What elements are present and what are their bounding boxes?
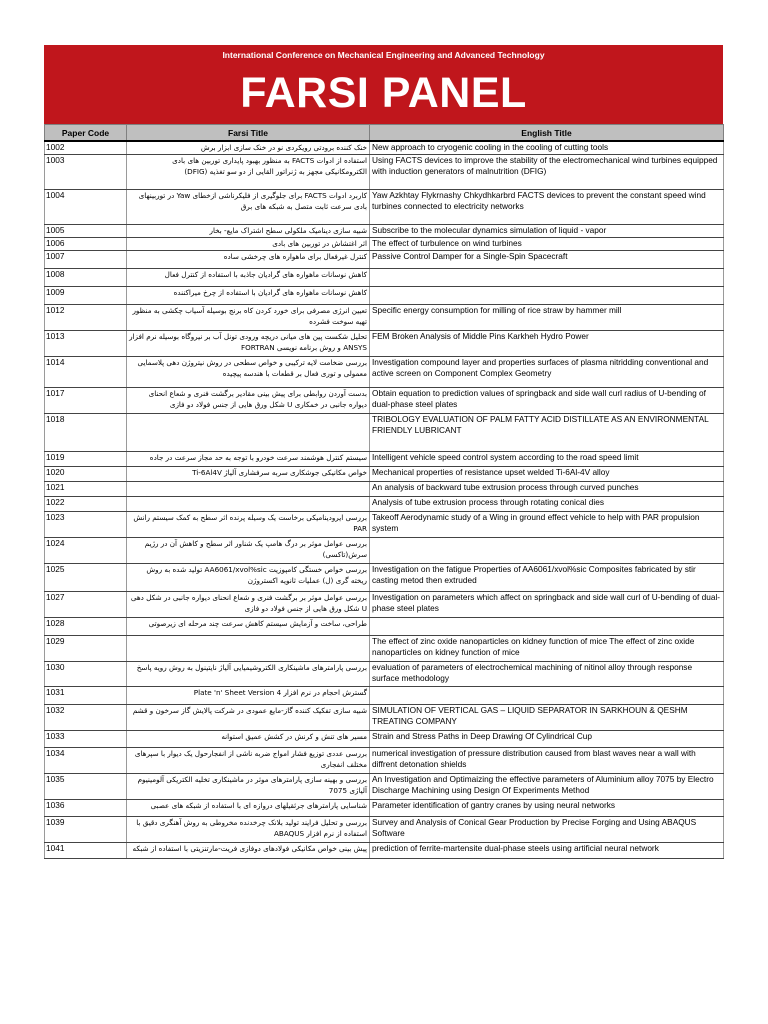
paper-code-cell: 1007 xyxy=(45,250,127,268)
english-title-cell: Investigation on the fatigue Properties of AA6061/xvol%sic Composites fabricated by stir casting metod then extruded xyxy=(370,563,724,591)
table-row xyxy=(45,304,724,330)
english-title-cell: FEM Broken Analysis of Middle Pins Karkheh Hydro Power xyxy=(370,330,724,356)
paper-code-cell: 1020 xyxy=(45,466,127,481)
title-banner xyxy=(44,45,723,124)
english-title-cell: Subscribe to the molecular dynamics simulation of liquid - vapor xyxy=(370,224,724,237)
farsi-title-cell: کاهش نوسانات ماهواره های گرادیان با استفاده از چرخ میراکننده xyxy=(127,286,370,304)
table-row xyxy=(45,730,724,747)
paper-code-cell: 1017 xyxy=(45,387,127,413)
paper-code-cell: 1031 xyxy=(45,686,127,704)
column-header-farsi-title: Farsi Title xyxy=(127,125,370,142)
paper-code-cell: 1030 xyxy=(45,661,127,686)
farsi-title-cell: بررسی ضخامت لایه ترکیبی و خواص سطحی در روش نیتروژن دهی پلاسمایی معمولی و توری فعال بر قطعات با هندسه پیچیده xyxy=(127,356,370,387)
paper-code-cell: 1033 xyxy=(45,730,127,747)
table-header-row xyxy=(45,125,724,142)
paper-code-cell: 1005 xyxy=(45,224,127,237)
table-row xyxy=(45,747,724,773)
table-row xyxy=(45,635,724,661)
farsi-title-cell: مسیر های تنش و کرنش در کشش عمیق استوانه xyxy=(127,730,370,747)
paper-code-cell: 1034 xyxy=(45,747,127,773)
farsi-title-cell: سیستم کنترل هوشمند سرعت خودرو با توجه به حد مجاز سرعت در جاده xyxy=(127,451,370,466)
english-title-cell: Using FACTS devices to improve the stability of the electromechanical wind turbines equipped with induction generators of malnutrition (DFIG) xyxy=(370,154,724,189)
english-title-cell: numerical investigation of pressure distribution caused from blast waves near a wall with diffrent detonation shields xyxy=(370,747,724,773)
english-title-cell: Yaw Azkhtay Flykrnashy Chkydhkarbrd FACTS devices to prevent the constant speed wind turbines connected to electricity networks xyxy=(370,189,724,224)
farsi-title-cell: بررسی پارامترهای ماشینکاری الکتروشیمیایی آلیاژ نایتینول به روش رویه پاسخ xyxy=(127,661,370,686)
farsi-title-cell: طراحی، ساخت و آزمایش سیستم کاهش سرعت چند مرحله ای زیرصوتی xyxy=(127,617,370,635)
paper-code-cell: 1008 xyxy=(45,268,127,286)
english-title-cell: New approach to cryogenic cooling in the cooling of cutting tools xyxy=(370,141,724,154)
table-row xyxy=(45,286,724,304)
paper-code-cell: 1003 xyxy=(45,154,127,189)
paper-code-cell: 1012 xyxy=(45,304,127,330)
farsi-title-cell xyxy=(127,496,370,511)
table-row xyxy=(45,799,724,816)
english-title-cell: Intelligent vehicle speed control system according to the road speed limit xyxy=(370,451,724,466)
paper-code-cell: 1021 xyxy=(45,481,127,496)
farsi-title-cell: کاربرد ادوات FACTS برای جلوگیری از فلیکرناشی ازخطای Yaw در توربینهای بادی سرعت ثابت متصل به شبکه های برق xyxy=(127,189,370,224)
papers-table xyxy=(44,124,724,859)
english-title-cell xyxy=(370,537,724,563)
farsi-title-cell: شبیه سازی تفکیک کننده گاز-مایع عمودی در شرکت پالایش گاز سرخون و قشم xyxy=(127,704,370,730)
table-row xyxy=(45,451,724,466)
table-row xyxy=(45,563,724,591)
table-row xyxy=(45,704,724,730)
farsi-title-cell: خنک کننده برودتی رویکردی نو در خنک سازی ابزار برش xyxy=(127,141,370,154)
table-row xyxy=(45,268,724,286)
farsi-title-cell: استفاده از ادوات FACTS به منظور بهبود پایداری توربین های بادی الکترومکانیکی مجهز به ژنراتور القایی از دو سو تغذیه (DFIG) xyxy=(127,154,370,189)
table-body xyxy=(45,141,724,858)
farsi-title-cell: بررسی خواص خستگی کامپوزیت AA6061/xvol%sic تولید شده به روش ریخته گری (ل) عملیات ثانویه اکستروژن xyxy=(127,563,370,591)
farsi-title-cell xyxy=(127,481,370,496)
farsi-title-cell: بررسی عددی توزیع فشار امواج ضربه ناشی از انفجارحول یک دیوار با سپرهای مختلف انفجاری xyxy=(127,747,370,773)
farsi-title-cell: کنترل غیرفعال برای ماهواره های چرخشی ساده xyxy=(127,250,370,268)
farsi-title-cell: بررسی عوامل موثر بر برگشت فنری و شعاع انحنای دیواره جانبی در شکل دهی U شکل ورق هایی از جنس فولاد دو فازی xyxy=(127,591,370,617)
table-row xyxy=(45,591,724,617)
farsi-title-cell: بررسی عوامل موثر بر درگ هامپ یک شناور اثر سطح و کاهش آن در رژیم سرش(تاکسی) xyxy=(127,537,370,563)
paper-code-cell: 1025 xyxy=(45,563,127,591)
english-title-cell: Specific energy consumption for milling of rice straw by hammer mill xyxy=(370,304,724,330)
paper-code-cell: 1013 xyxy=(45,330,127,356)
table-row xyxy=(45,154,724,189)
table-row xyxy=(45,496,724,511)
farsi-title-cell: پیش بینی خواص مکانیکی فولادهای دوفازی فریت-مارتنزیتی با استفاده از شبکه xyxy=(127,842,370,858)
english-title-cell xyxy=(370,617,724,635)
english-title-cell: An Investigation and Optimaizing the effective parameters of Aluminium alloy 7075 by Electro Discharge Machining using Design Of Experiments Method xyxy=(370,773,724,799)
table-row xyxy=(45,537,724,563)
english-title-cell xyxy=(370,286,724,304)
table-row xyxy=(45,511,724,537)
table-row xyxy=(45,816,724,842)
english-title-cell: SIMULATION OF VERTICAL GAS – LIQUID SEPARATOR IN SARKHOUN & QESHM TREATING COMPANY xyxy=(370,704,724,730)
farsi-title-cell xyxy=(127,413,370,451)
paper-code-cell: 1028 xyxy=(45,617,127,635)
column-header-english-title: English Title xyxy=(370,125,724,142)
table-row xyxy=(45,413,724,451)
english-title-cell: Mechanical properties of resistance upset welded Ti-6Al-4V alloy xyxy=(370,466,724,481)
farsi-title-cell: بررسی ایرودینامیکی برخاست یک وسیله پرنده اثر سطح به کمک سیستم رانش PAR xyxy=(127,511,370,537)
english-title-cell: An analysis of backward tube extrusion process through curved punches xyxy=(370,481,724,496)
english-title-cell: prediction of ferrite-martensite dual-phase steels using artificial neural network xyxy=(370,842,724,858)
table-row xyxy=(45,661,724,686)
paper-code-cell: 1029 xyxy=(45,635,127,661)
paper-code-cell: 1022 xyxy=(45,496,127,511)
table-row xyxy=(45,617,724,635)
english-title-cell: Survey and Analysis of Conical Gear Production by Precise Forging and Using ABAQUS Software xyxy=(370,816,724,842)
paper-code-cell: 1036 xyxy=(45,799,127,816)
english-title-cell: TRIBOLOGY EVALUATION OF PALM FATTY ACID DISTILLATE AS AN ENVIRONMENTAL FRIENDLY LUBRICANT xyxy=(370,413,724,451)
conference-name: International Conference on Mechanical Engineering and Advanced Technology xyxy=(222,50,545,60)
paper-code-cell: 1027 xyxy=(45,591,127,617)
english-title-cell: Obtain equation to prediction values of springback and side wall curl radius of U-bending of dual-phase steel plates xyxy=(370,387,724,413)
paper-code-cell: 1009 xyxy=(45,286,127,304)
paper-code-cell: 1032 xyxy=(45,704,127,730)
farsi-title-cell: کاهش نوسانات ماهواره های گرادیان جاذبه با استفاده از کنترل فعال xyxy=(127,268,370,286)
english-title-cell: Analysis of tube extrusion process through rotating conical dies xyxy=(370,496,724,511)
conference-sheet xyxy=(44,45,723,859)
table-row xyxy=(45,387,724,413)
english-title-cell: Takeoff Aerodynamic study of a Wing in ground effect vehicle to help with PAR propulsion system xyxy=(370,511,724,537)
table-row xyxy=(45,189,724,224)
paper-code-cell: 1019 xyxy=(45,451,127,466)
table-row xyxy=(45,686,724,704)
english-title-cell: Passive Control Damper for a Single-Spin Spacecraft xyxy=(370,250,724,268)
farsi-title-cell: تعیین انرژی مصرفی برای خورد کردن کاه برنج بوسیله آسیاب چکشی به منظور تهیه سوخت فشرده xyxy=(127,304,370,330)
farsi-title-cell: خواص مکانیکی جوشکاری سربه سرفشاری آلیاژ Ti-6Al4V xyxy=(127,466,370,481)
english-title-cell: evaluation of parameters of electrochemical machining of nitinol alloy through response surface methodology xyxy=(370,661,724,686)
paper-code-cell: 1041 xyxy=(45,842,127,858)
farsi-title-cell: شناسایی پارامترهای جرثقیلهای دروازه ای با استفاده از شبکه های عصبی xyxy=(127,799,370,816)
paper-code-cell: 1039 xyxy=(45,816,127,842)
english-title-cell: The effect of zinc oxide nanoparticles on kidney function of mice The effect of zinc oxide nanoparticles on kidney function of mice xyxy=(370,635,724,661)
farsi-title-cell: بدست آوردن روابطی برای پیش بینی مقادیر برگشت فنری و شعاع انحنای دیواره جانبی در خمکاری U شکل ورق هایی از جنس فولاد دو فازی xyxy=(127,387,370,413)
english-title-cell: Strain and Stress Paths in Deep Drawing Of Cylindrical Cup xyxy=(370,730,724,747)
english-title-cell: The effect of turbulence on wind turbines xyxy=(370,237,724,250)
farsi-title-cell: اثر اغتشاش در توربین های بادی xyxy=(127,237,370,250)
farsi-title-cell: بررسی و تحلیل فرایند تولید بلانک چرخدنده مخروطی به روش آهنگری دقیق با استفاده از نرم افزار ABAQUS xyxy=(127,816,370,842)
farsi-title-cell: شبیه سازی دینامیک ملکولی سطح اشتراک مایع- بخار xyxy=(127,224,370,237)
table-row xyxy=(45,842,724,858)
table-row xyxy=(45,237,724,250)
paper-code-cell: 1018 xyxy=(45,413,127,451)
table-row xyxy=(45,330,724,356)
english-title-cell: Investigation on parameters which affect on springback and side wall curl of U-bending of dual-phase steel plates xyxy=(370,591,724,617)
english-title-cell xyxy=(370,686,724,704)
paper-code-cell: 1006 xyxy=(45,237,127,250)
english-title-cell xyxy=(370,268,724,286)
farsi-title-cell: تحلیل شکست پین های میانی دریچه ورودی تونل آب بر نیروگاه بوسیله نرم افزار ANSYS و روش برنامه نویسی FORTRAN xyxy=(127,330,370,356)
panel-title: FARSI PANEL xyxy=(240,69,527,117)
table-row xyxy=(45,250,724,268)
paper-code-cell: 1024 xyxy=(45,537,127,563)
table-row xyxy=(45,356,724,387)
paper-code-cell: 1002 xyxy=(45,141,127,154)
farsi-title-cell: بررسی و بهینه سازی پارامترهای موثر در ماشینکاری تخلیه الکتریکی آلومینیوم آلیاژی 7075 xyxy=(127,773,370,799)
english-title-cell: Parameter identification of gantry cranes by using neural networks xyxy=(370,799,724,816)
paper-code-cell: 1023 xyxy=(45,511,127,537)
farsi-title-cell: گسترش احجام در نرم افزار Plate 'n' Sheet Version 4 xyxy=(127,686,370,704)
table-row xyxy=(45,773,724,799)
paper-code-cell: 1004 xyxy=(45,189,127,224)
farsi-title-cell xyxy=(127,635,370,661)
table-row xyxy=(45,141,724,154)
column-header-paper-code: Paper Code xyxy=(45,125,127,142)
english-title-cell: Investigation compound layer and properties surfaces of plasma nitridding conventional and active screen on Component Complex Geometry xyxy=(370,356,724,387)
table-row xyxy=(45,466,724,481)
paper-code-cell: 1035 xyxy=(45,773,127,799)
paper-code-cell: 1014 xyxy=(45,356,127,387)
table-row xyxy=(45,481,724,496)
table-row xyxy=(45,224,724,237)
